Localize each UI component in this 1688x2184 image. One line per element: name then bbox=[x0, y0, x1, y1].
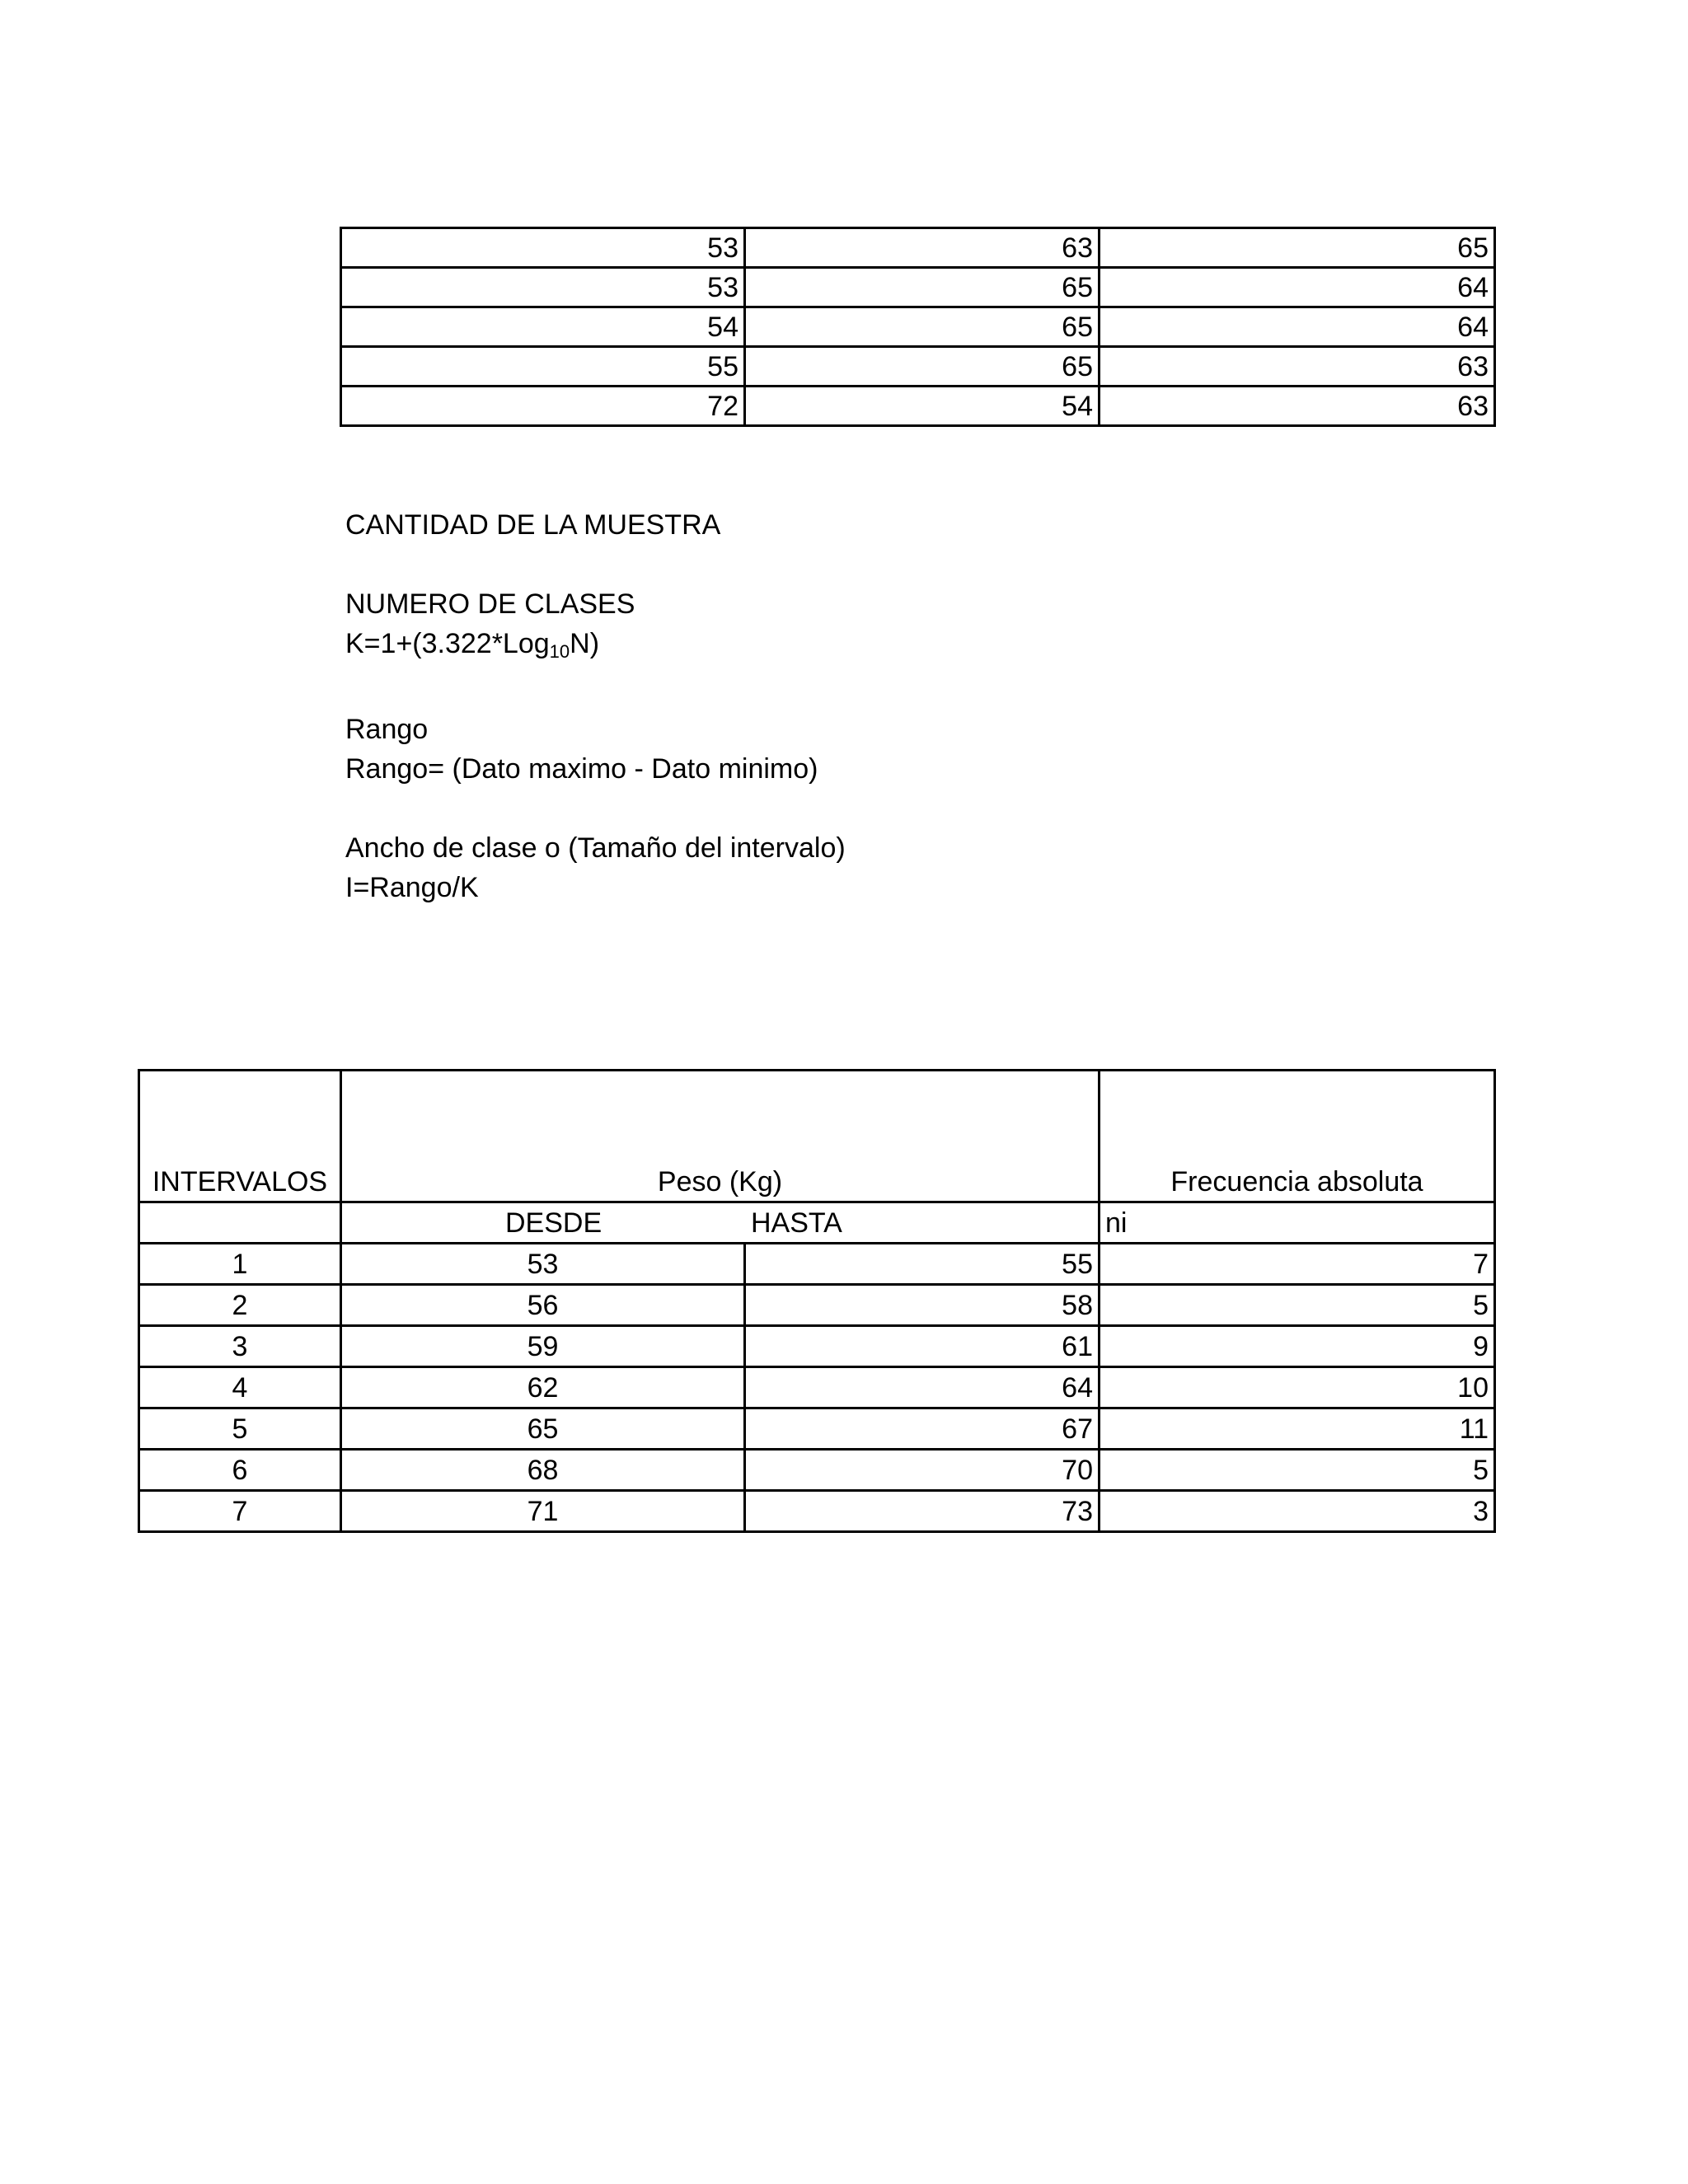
hasta-cell: 67 bbox=[745, 1408, 1100, 1450]
table-cell: 64 bbox=[1100, 307, 1495, 347]
ni-cell: 9 bbox=[1100, 1326, 1495, 1367]
subheader-peso bbox=[341, 1202, 1100, 1244]
interval-cell: 1 bbox=[139, 1244, 341, 1285]
table-cell: 63 bbox=[1100, 387, 1495, 426]
desde-cell: 62 bbox=[341, 1367, 745, 1408]
table-row bbox=[341, 347, 1495, 387]
table-row bbox=[139, 1326, 1495, 1367]
desde-cell: 59 bbox=[341, 1326, 745, 1367]
hasta-cell: 70 bbox=[745, 1450, 1100, 1491]
ni-cell: 5 bbox=[1100, 1285, 1495, 1326]
table-cell bbox=[139, 1202, 341, 1244]
desde-cell: 65 bbox=[341, 1408, 745, 1450]
table-row bbox=[341, 268, 1495, 307]
table-cell: 54 bbox=[745, 387, 1100, 426]
interval-cell: 5 bbox=[139, 1408, 341, 1450]
k-formula-prefix: K=1+(3.322*Log bbox=[345, 628, 550, 659]
range-formula: Rango= (Dato maximo - Dato minimo) bbox=[345, 753, 818, 785]
frequency-table bbox=[138, 1069, 1496, 1533]
table-cell: 55 bbox=[341, 347, 745, 387]
table-row bbox=[139, 1244, 1495, 1285]
ni-cell: 7 bbox=[1100, 1244, 1495, 1285]
hasta-cell: 64 bbox=[745, 1367, 1100, 1408]
table-row bbox=[139, 1491, 1495, 1532]
class-width-label: Ancho de clase o (Tamaño del intervalo) bbox=[345, 832, 846, 864]
k-formula bbox=[345, 628, 600, 662]
table-cell: 72 bbox=[341, 387, 745, 426]
hasta-cell: 58 bbox=[745, 1285, 1100, 1326]
interval-cell: 2 bbox=[139, 1285, 341, 1326]
subheader-hasta: HASTA bbox=[751, 1207, 842, 1239]
desde-cell: 71 bbox=[341, 1491, 745, 1532]
table-cell: 65 bbox=[1100, 228, 1495, 268]
hasta-cell: 55 bbox=[745, 1244, 1100, 1285]
desde-cell: 53 bbox=[341, 1244, 745, 1285]
table-cell: 64 bbox=[1100, 268, 1495, 307]
table-row bbox=[139, 1367, 1495, 1408]
subheader-ni: ni bbox=[1100, 1202, 1495, 1244]
table-header-row bbox=[139, 1071, 1495, 1202]
hasta-cell: 73 bbox=[745, 1491, 1100, 1532]
table-cell: 54 bbox=[341, 307, 745, 347]
table-cell: 65 bbox=[745, 307, 1100, 347]
ni-cell: 5 bbox=[1100, 1450, 1495, 1491]
subheader-desde: DESDE bbox=[505, 1207, 603, 1239]
k-formula-subscript: 10 bbox=[549, 641, 570, 662]
hasta-cell: 61 bbox=[745, 1326, 1100, 1367]
table-cell: 63 bbox=[745, 228, 1100, 268]
data-sample-table bbox=[340, 227, 1496, 427]
table-row bbox=[139, 1408, 1495, 1450]
table-cell: 65 bbox=[745, 347, 1100, 387]
class-count-label: NUMERO DE CLASES bbox=[345, 588, 635, 620]
range-label: Rango bbox=[345, 714, 429, 745]
table-subheader-row bbox=[139, 1202, 1495, 1244]
table-cell: 65 bbox=[745, 268, 1100, 307]
table-cell: 53 bbox=[341, 268, 745, 307]
table-row bbox=[341, 307, 1495, 347]
desde-cell: 68 bbox=[341, 1450, 745, 1491]
k-formula-suffix: N) bbox=[570, 628, 600, 659]
table-cell: 53 bbox=[341, 228, 745, 268]
header-peso: Peso (Kg) bbox=[341, 1071, 1100, 1202]
table-row bbox=[341, 387, 1495, 426]
desde-cell: 56 bbox=[341, 1285, 745, 1326]
ni-cell: 11 bbox=[1100, 1408, 1495, 1450]
table-cell: 63 bbox=[1100, 347, 1495, 387]
interval-cell: 7 bbox=[139, 1491, 341, 1532]
sample-size-label: CANTIDAD DE LA MUESTRA bbox=[345, 509, 721, 541]
interval-cell: 3 bbox=[139, 1326, 341, 1367]
ni-cell: 3 bbox=[1100, 1491, 1495, 1532]
ni-cell: 10 bbox=[1100, 1367, 1495, 1408]
interval-cell: 6 bbox=[139, 1450, 341, 1491]
header-frecuencia: Frecuencia absoluta bbox=[1100, 1071, 1495, 1202]
table-row bbox=[139, 1285, 1495, 1326]
table-row bbox=[341, 228, 1495, 268]
header-intervalos: INTERVALOS bbox=[139, 1071, 341, 1202]
table-row bbox=[139, 1450, 1495, 1491]
interval-formula: I=Rango/K bbox=[345, 872, 479, 903]
interval-cell: 4 bbox=[139, 1367, 341, 1408]
